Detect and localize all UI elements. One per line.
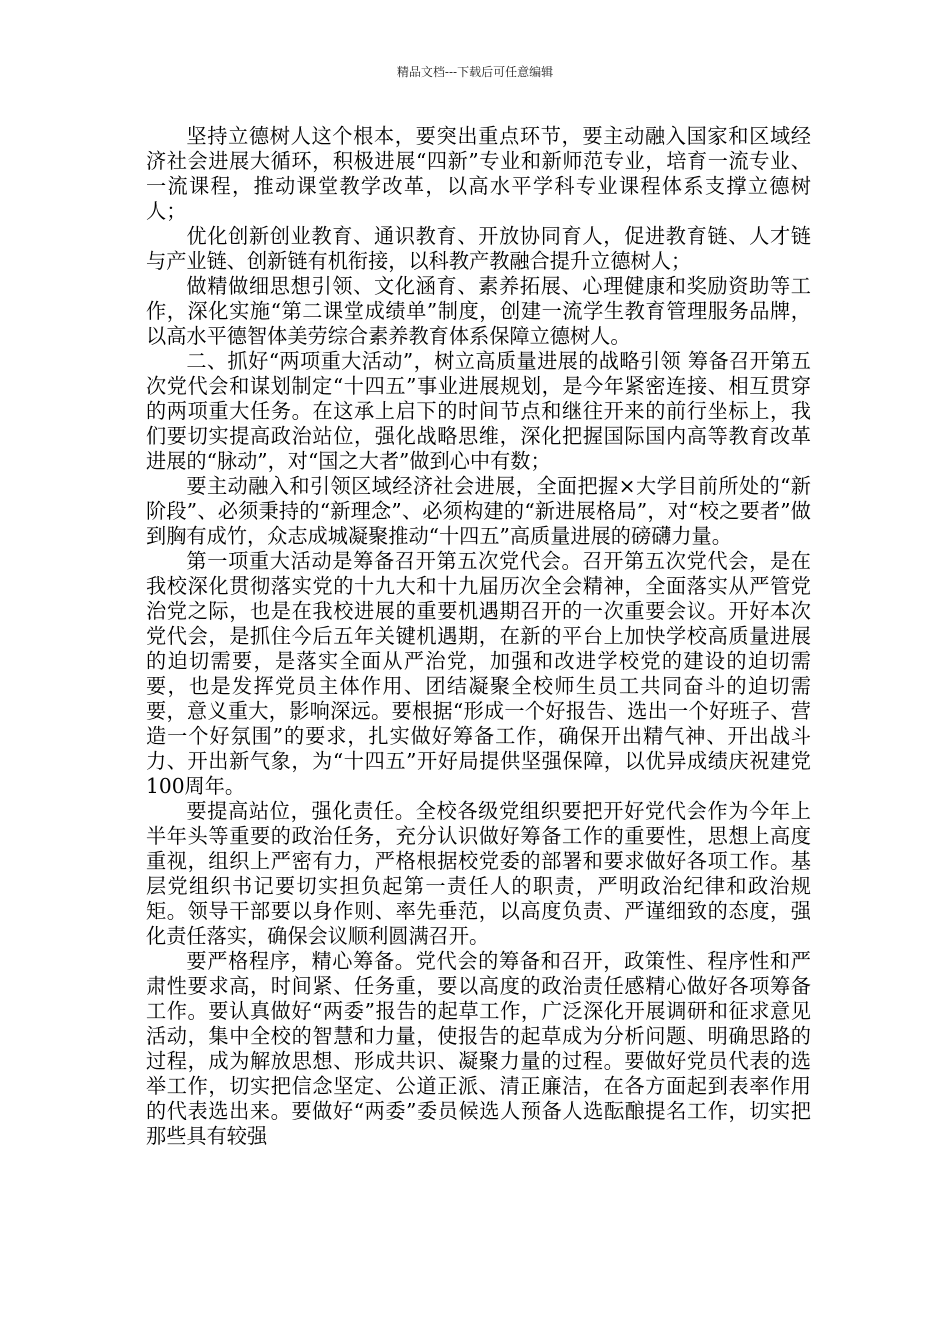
document-body bbox=[146, 124, 811, 1149]
page-header: 精品文档---下载后可任意编辑 bbox=[396, 65, 554, 79]
paragraph: 坚持立德树人这个根本，要突出重点环节，要主动融入国家和区域经济社会进展大循环，积极进展“四新”专业和新师范专业，培育一流专业、一流课程，推动课堂教学改革，以高水平学科专业课程体系支撑立德树人； bbox=[146, 124, 811, 223]
section-heading-paragraph: 二、抓好“两项重大活动”，树立高质量进展的战略引领 筹备召开第五次党代会和谋划制定“十四五”事业进展规划，是今年紧密连接、相互贯穿的两项重大任务。在这承上启下的时间节点和继往开来的前行坐标上，我们要切实提高政治站位，强化战略思维，深化把握国际国内高等教育改革进展的“脉动”，对“国之大者”做到心中有数； bbox=[146, 349, 811, 473]
paragraph: 要严格程序，精心筹备。党代会的筹备和召开，政策性、程序性和严肃性要求高，时间紧、任务重，要以高度的政治责任感精心做好各项筹备工作。要认真做好“两委”报告的起草工作，广泛深化开展调研和征求意见活动，集中全校的智慧和力量，使报告的起草成为分析问题、明确思路的过程，成为解放思想、形成共识、凝聚力量的过程。要做好党员代表的选举工作，切实把信念坚定、公道正派、清正廉洁，在各方面起到表率作用的代表选出来。要做好“两委”委员候选人预备人选酝酿提名工作，切实把那些具有较强 bbox=[146, 949, 811, 1148]
paragraph: 优化创新创业教育、通识教育、开放协同育人，促进教育链、人才链与产业链、创新链有机衔接，以科教产教融合提升立德树人； bbox=[146, 224, 811, 273]
paragraph: 要主动融入和引领区域经济社会进展，全面把握×大学目前所处的“新阶段”、必须秉持的“新理念”、必须构建的“新进展格局”，对“校之要者”做到胸有成竹，众志成城凝聚推动“十四五”高质量进展的磅礴力量。 bbox=[146, 474, 811, 548]
paragraph: 第一项重大活动是筹备召开第五次党代会。召开第五次党代会，是在我校深化贯彻落实党的十九大和十九届历次全会精神，全面落实从严管党治党之际，也是在我校进展的重要机遇期召开的一次重要会议。开好本次党代会，是抓住今后五年关键机遇期，在新的平台上加快学校高质量进展的迫切需要，是落实全面从严治党，加强和改进学校党的建设的迫切需要，也是发挥党员主体作用、团结凝聚全校师生员工共同奋斗的迫切需要，意义重大，影响深远。要根据“形成一个好报告、选出一个好班子、营造一个好氛围”的要求，扎实做好筹备工作，确保开出精气神、开出战斗力、开出新气象，为“十四五”开好局提供坚强保障，以优异成绩庆祝建党100周年。 bbox=[146, 549, 811, 798]
paragraph: 要提高站位，强化责任。全校各级党组织要把开好党代会作为今年上半年头等重要的政治任务，充分认识做好筹备工作的重要性，思想上高度重视，组织上严密有力，严格根据校党委的部署和要求做好各项工作。基层党组织书记要切实担负起第一责任人的职责，严明政治纪律和政治规矩。领导干部要以身作则、率先垂范，以高度负责、严谨细致的态度，强化责任落实，确保会议顺利圆满召开。 bbox=[146, 799, 811, 948]
paragraph: 做精做细思想引领、文化涵育、素养拓展、心理健康和奖励资助等工作，深化实施“第二课堂成绩单”制度，创建一流学生教育管理服务品牌，以高水平德智体美劳综合素养教育体系保障立德树人。 bbox=[146, 274, 811, 348]
